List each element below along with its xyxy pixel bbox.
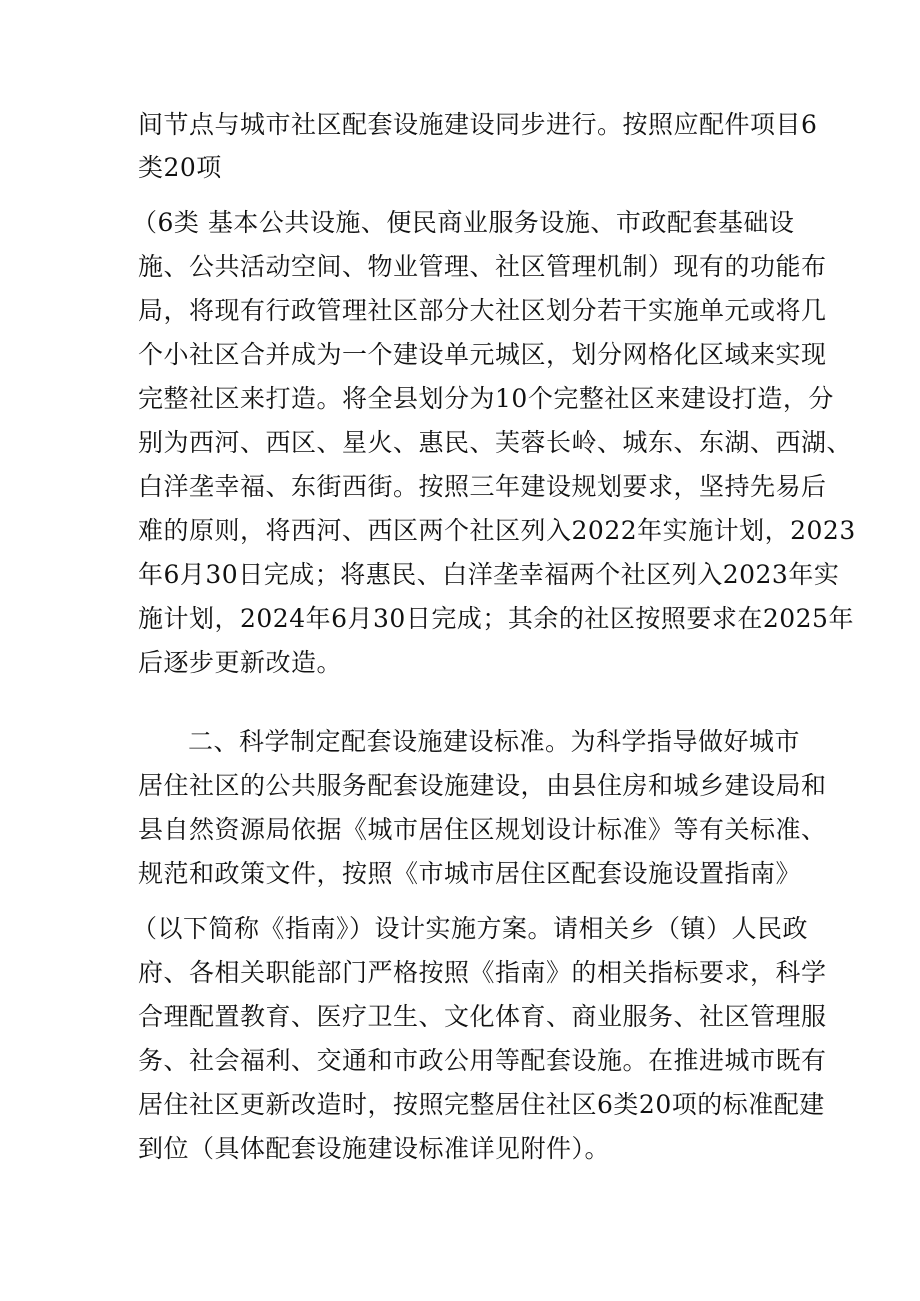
text-line: 间节点与城市社区配套设施建设同步进行。按照应配件项目6 bbox=[138, 110, 818, 139]
text-line: 难的原则，将西河、西区两个社区列入2022年实施计划，2023 bbox=[138, 516, 856, 545]
text-line: 合理配置教育、医疗卫生、文化体育、商业服务、社区管理服 bbox=[138, 1002, 827, 1031]
text-line: 别为西河、西区、星火、惠民、芙蓉长岭、城东、东湖、西湖、 bbox=[138, 428, 853, 457]
text-line: （6类 基本公共设施、便民商业服务设施、市政配套基础设 bbox=[132, 208, 795, 237]
paragraph-heading: 二、科学制定配套设施建设标准。为科学指导做好城市 bbox=[188, 727, 801, 756]
text-line: 府、各相关职能部门严格按照《指南》的相关指标要求，科学 bbox=[138, 958, 827, 987]
text-line: 施计划，2024年6月30日完成；其余的社区按照要求在2025年 bbox=[138, 604, 854, 633]
text-line: 局，将现有行政管理社区部分大社区划分若干实施单元或将几 bbox=[138, 296, 827, 325]
text-line: 居住社区的公共服务配套设施建设，由县住房和城乡建设局和 bbox=[138, 771, 827, 800]
text-line: 县自然资源局依据《城市居住区规划设计标准》等有关标准、 bbox=[138, 815, 827, 844]
text-line: 个小社区合并成为一个建设单元城区，划分网格化区域来实现 bbox=[138, 340, 827, 369]
text-line: 务、社会福利、交通和市政公用等配套设施。在推进城市既有 bbox=[138, 1046, 827, 1075]
text-line: 完整社区来打造。将全县划分为10个完整社区来建设打造，分 bbox=[138, 384, 834, 413]
text-line: 后逐步更新改造。 bbox=[138, 648, 343, 677]
text-line: （以下简称《指南》）设计实施方案。请相关乡（镇）人民政 bbox=[132, 914, 809, 943]
text-line: 施、公共活动空间、物业管理、社区管理机制）现有的功能布 bbox=[138, 252, 827, 281]
text-line: 年6月30日完成；将惠民、白洋垄幸福两个社区列入2023年实 bbox=[138, 560, 840, 589]
text-line: 类20项 bbox=[138, 153, 222, 182]
text-line: 居住社区更新改造时，按照完整居住社区6类20项的标准配建 bbox=[138, 1090, 825, 1119]
text-line: 到位（具体配套设施建设标准详见附件）。 bbox=[138, 1134, 611, 1163]
text-line: 白洋垄幸福、东街西街。按照三年建设规划要求，坚持先易后 bbox=[138, 472, 827, 501]
text-line: 规范和政策文件，按照《市城市居住区配套设施设置指南》 bbox=[138, 859, 802, 888]
